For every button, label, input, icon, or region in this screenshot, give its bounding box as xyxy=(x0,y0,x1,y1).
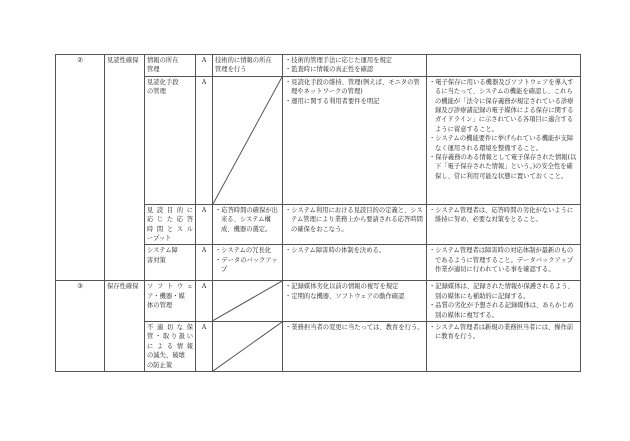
text-line: ・システム管理者は障害時の対応体制が最新のものであるように管理すること。データバックアップ作業が適切に行われている事を確認する。 xyxy=(429,247,574,274)
notes-cell xyxy=(427,281,581,322)
text-line: ア・機器・媒 xyxy=(147,292,185,300)
section-category: 見読性確保 xyxy=(105,55,145,281)
text-line: ・業務担当者の変更に当たっては、教育を行う。 xyxy=(285,324,424,332)
operation-cell xyxy=(283,322,427,372)
notes-cell xyxy=(427,55,581,77)
text-line: 応じた応答 xyxy=(147,216,193,224)
text-line: ・技術的管理手法に応じた運用を規定 xyxy=(285,57,393,64)
measure-cell xyxy=(213,204,283,245)
table-row xyxy=(56,281,581,322)
text-line: ・システム障害時の体制を決める。 xyxy=(285,247,386,255)
text-line: の管理 xyxy=(147,88,166,96)
operation-cell xyxy=(283,204,427,245)
operation-cell xyxy=(283,281,427,322)
text-line: ・システムの冗長化 xyxy=(215,247,272,255)
text-line: ・システム管理者は新規の業務担当者には、操作前に教育を行う。 xyxy=(429,324,574,341)
text-line: の滅失、破壊 xyxy=(147,352,185,360)
notes-cell xyxy=(427,322,581,372)
not-applicable-slash xyxy=(213,281,283,322)
level-cell: A xyxy=(196,55,213,77)
not-applicable-slash xyxy=(213,322,283,372)
table-row xyxy=(56,55,581,77)
measure-cell xyxy=(213,55,283,77)
text-line: ・システムの機能要件に挙げられている機能が支障なく運用される環境を整備すること。 xyxy=(429,135,574,152)
text-line: ・品質の劣化が予想される記録媒体は、あらかじめ別の媒体に複写する。 xyxy=(429,302,574,319)
text-line: ・記録媒体は、記録された情報が保護されるよう、別の媒体にも補助的に記録する。 xyxy=(429,283,574,300)
text-line: 管・取り扱い xyxy=(147,333,193,341)
text-line: ープット xyxy=(147,235,172,243)
notes-cell xyxy=(427,76,581,204)
text-line: ・システム利用における見読目的の定義と、システム管理により業務上から要請される応答時間の確保をおこなう。 xyxy=(285,206,423,233)
text-line: の防止策 xyxy=(147,361,173,369)
not-applicable-slash xyxy=(213,76,283,204)
requirements-table xyxy=(55,54,581,372)
operation-cell xyxy=(283,76,427,204)
item-name xyxy=(145,322,196,372)
text-line: ・定期的な機器、ソフトウェアの動作確認 xyxy=(285,292,405,300)
text-line: ・データのバックアップ xyxy=(215,256,278,274)
operation-cell xyxy=(283,55,427,77)
text-line: ・記録媒体劣化以前の情報の複写を規定 xyxy=(285,283,399,291)
notes-cell xyxy=(427,245,581,281)
text-line: 情報の所在 xyxy=(147,57,179,64)
section-number: ② xyxy=(56,55,105,281)
text-line: 管理 xyxy=(147,66,160,74)
text-line: 体の管理 xyxy=(147,302,173,310)
level-cell: A xyxy=(196,76,213,204)
text-line: 害対策 xyxy=(147,256,166,264)
text-line: システム障 xyxy=(147,247,178,255)
text-line: ・保存義務のある情報として電子保存された情報(以下「電子保存された情報」という。)の安全性を確保し、常に利用可能な状態に置いておくこと。 xyxy=(429,154,577,180)
operation-cell xyxy=(283,245,427,281)
text-line: による情報 xyxy=(147,342,193,350)
text-line: 時間とスル xyxy=(147,225,193,233)
level-cell: A xyxy=(196,245,213,281)
text-line: ソフトウェ xyxy=(147,283,193,291)
text-line: 見読化手段 xyxy=(147,78,179,86)
item-name xyxy=(145,204,196,245)
notes-cell xyxy=(427,204,581,245)
text-line: ・見読化手段の維持、管理(例えば、モニタの管理やネットワークの管理) xyxy=(285,78,420,96)
level-cell: A xyxy=(196,281,213,322)
text-line: 技術的に情報の所在 xyxy=(215,57,272,64)
text-line: ・監査時に情報の真正性を確認 xyxy=(285,66,374,74)
section-category: 保存性確保 xyxy=(105,281,145,372)
text-line: 見読目的に xyxy=(147,206,193,214)
item-name xyxy=(145,76,196,204)
text-line: ・電子保存に用いる機器及びソフトウェアを導入するに当たって、システムの機能を確認し、これらの機能が「法令に保存義務が規定されている診療録及び診療諸記録の電子媒体による保存に関するガイドライン」に示されている各項目に適合するように留意すること。 xyxy=(429,78,574,133)
text-line: 不適切な保 xyxy=(147,324,193,332)
text-line: ・システム管理者は、応答時間の劣化がないように維持に努め、必要な対策をとること。 xyxy=(429,206,574,224)
text-line: ・運用に関する利用者要件を明記 xyxy=(285,97,380,105)
item-name xyxy=(145,245,196,281)
level-cell: A xyxy=(196,322,213,372)
measure-cell xyxy=(213,245,283,281)
item-name xyxy=(145,281,196,322)
level-cell: A xyxy=(196,204,213,245)
item-name xyxy=(145,55,196,77)
section-number: ③ xyxy=(56,281,105,372)
text-line: ・応答時間の確保が出来る、システム構成、機器の選定。 xyxy=(215,206,278,233)
text-line: 管理を行う xyxy=(215,66,247,74)
